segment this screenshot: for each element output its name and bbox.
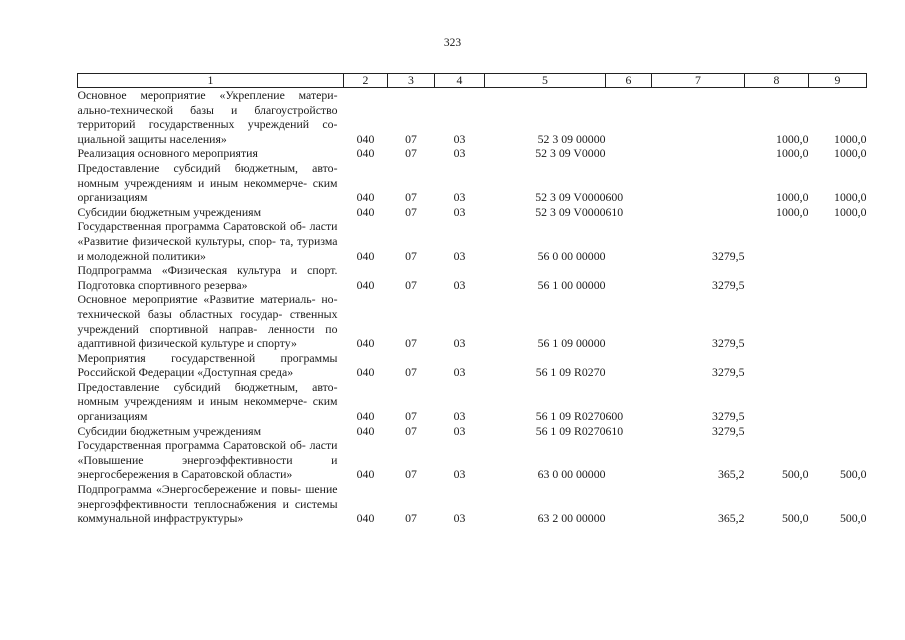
column-header-2: 2 [344, 74, 388, 88]
row-description [78, 482, 344, 526]
section-code: 040 [356, 336, 375, 351]
description-line: Основное мероприятие «Укрепление матери- [77, 88, 338, 102]
table-row [78, 161, 867, 205]
subsection-code: 07 [405, 204, 417, 219]
subsection-code: 07 [405, 511, 417, 526]
target-article-code: 56 1 09 R0270 [535, 409, 606, 424]
column-header-3: 3 [388, 74, 435, 88]
description-line: Предоставление субсидий бюджетным, авто- [77, 379, 338, 394]
amount-col8 [745, 380, 809, 424]
column-header-1: 1 [78, 74, 344, 88]
row-description [78, 438, 344, 482]
description-line: но-технической базы областных государ- [77, 292, 338, 321]
chapter-code: 03 [453, 204, 466, 219]
section-code: 040 [356, 423, 375, 438]
amount-col8 [745, 219, 809, 263]
amount-col7 [652, 88, 745, 147]
description-line: Российской Федерации «Доступная среда» [77, 365, 294, 380]
section-code: 040 [356, 204, 375, 219]
budget-table [77, 73, 867, 526]
chapter-code: 03 [453, 467, 466, 482]
target-article-code: 52 3 09 V0000 [535, 190, 606, 205]
amount-col9: 1000,0 [834, 204, 867, 219]
description-line: спорт. Подготовка спортивного резерва» [77, 263, 338, 292]
subsection-code: 07 [405, 423, 417, 438]
section-code: 040 [356, 277, 375, 292]
column-header-8: 8 [745, 74, 809, 88]
section-code: 040 [356, 131, 375, 146]
description-line: Подпрограмма «Физическая культура и [77, 263, 298, 278]
section-code: 040 [356, 146, 375, 161]
section-code: 040 [356, 409, 375, 424]
amount-col8: 1000,0 [776, 204, 809, 219]
expense-type-code [606, 219, 652, 263]
subsection-code: 07 [405, 365, 417, 380]
amount-col8: 1000,0 [776, 146, 809, 161]
section-code: 040 [356, 365, 375, 380]
section-code: 040 [356, 248, 375, 263]
table-row [78, 438, 867, 482]
chapter-code: 03 [453, 336, 466, 351]
row-description [78, 424, 344, 439]
amount-col8 [745, 292, 809, 350]
amount-col9 [809, 380, 867, 424]
description-line: шение энергоэффективности теплоснабжения [77, 482, 338, 511]
description-line: ским организациям [77, 175, 338, 205]
description-line: Реализация основного мероприятия [77, 146, 258, 161]
chapter-code: 03 [453, 146, 466, 161]
table-row [78, 292, 867, 350]
table-header-row [78, 74, 867, 88]
description-line: та, туризма и молодежной политики» [77, 233, 338, 263]
subsection-code: 07 [405, 336, 417, 351]
section-code: 040 [356, 511, 375, 526]
section-code: 040 [356, 190, 375, 205]
row-description [78, 205, 344, 220]
table-row [78, 482, 867, 526]
amount-col7: 3279,5 [712, 423, 745, 438]
expense-type-code: 600 [605, 190, 624, 205]
amount-col9 [809, 292, 867, 350]
description-line: Основное мероприятие «Развитие материаль- [77, 292, 316, 307]
row-description [78, 263, 344, 292]
section-code: 040 [356, 467, 375, 482]
column-header-6: 6 [606, 74, 652, 88]
amount-col7 [652, 205, 745, 220]
amount-col7: 3279,5 [712, 365, 745, 380]
table-row [78, 424, 867, 439]
amount-col7: 3279,5 [712, 277, 745, 292]
target-article-code: 63 2 00 00000 [537, 511, 606, 526]
description-line: Субсидии бюджетным учреждениям [77, 204, 262, 219]
column-header-9: 9 [809, 74, 867, 88]
amount-col7: 3279,5 [712, 248, 745, 263]
description-line: Мероприятия государственной программы [77, 350, 338, 365]
expense-type-code: 600 [605, 409, 624, 424]
amount-col8 [745, 351, 809, 380]
description-line: Государственная программа Саратовской об- [77, 219, 306, 234]
amount-col9: 500,0 [839, 467, 867, 482]
target-article-code: 56 1 09 00000 [537, 336, 606, 351]
description-line: ласти «Повышение энергоэффективности и [77, 438, 338, 467]
page-number: 323 [443, 37, 462, 49]
amount-col9 [809, 219, 867, 263]
expense-type-code [606, 146, 652, 161]
chapter-code: 03 [453, 131, 466, 146]
chapter-code: 03 [453, 511, 466, 526]
table-row [78, 219, 867, 263]
amount-col9: 1000,0 [834, 131, 867, 146]
description-line: энергосбережения в Саратовской области» [77, 467, 293, 482]
description-line: ским организациям [77, 394, 338, 424]
chapter-code: 03 [453, 409, 466, 424]
amount-col7 [652, 146, 745, 161]
description-line: Предоставление субсидий бюджетным, авто- [77, 160, 338, 175]
expense-type-code: 610 [605, 204, 624, 219]
amount-col8: 1000,0 [776, 190, 809, 205]
chapter-code: 03 [453, 248, 466, 263]
chapter-code: 03 [453, 365, 466, 380]
row-description [78, 351, 344, 380]
subsection-code: 07 [405, 409, 417, 424]
subsection-code: 07 [405, 131, 417, 146]
expense-type-code [606, 292, 652, 350]
row-description [78, 292, 344, 350]
description-line: номным учреждениям и иным некоммерче- [77, 175, 308, 190]
target-article-code: 56 1 00 00000 [537, 277, 606, 292]
subsection-code: 07 [405, 467, 417, 482]
target-article-code: 52 3 09 00000 [537, 131, 606, 146]
table-row [78, 263, 867, 292]
expense-type-code [606, 351, 652, 380]
description-line: территорий государственных учреждений со- [77, 117, 338, 132]
table-row [78, 380, 867, 424]
column-header-4: 4 [435, 74, 485, 88]
row-description [78, 146, 344, 161]
chapter-code: 03 [453, 277, 466, 292]
column-header-5: 5 [485, 74, 606, 88]
subsection-code: 07 [405, 277, 417, 292]
row-description [78, 219, 344, 263]
row-description [78, 88, 344, 147]
table-row [78, 205, 867, 220]
amount-col8: 500,0 [781, 511, 809, 526]
amount-col8: 500,0 [781, 467, 809, 482]
amount-col9: 1000,0 [834, 146, 867, 161]
description-line: и спорту» [247, 336, 297, 351]
description-line: номным учреждениям и иным некоммерче- [77, 394, 308, 409]
target-article-code: 56 1 09 R0270 [535, 365, 606, 380]
target-article-code: 52 3 09 V0000 [535, 146, 606, 161]
table-row [78, 351, 867, 380]
expense-type-code [606, 88, 652, 147]
target-article-code: 56 0 00 00000 [537, 248, 606, 263]
amount-col9: 500,0 [839, 511, 867, 526]
amount-col7: 3279,5 [712, 336, 745, 351]
expense-type-code [606, 482, 652, 526]
table-body [78, 88, 867, 526]
amount-col7: 365,2 [717, 511, 745, 526]
amount-col9 [809, 351, 867, 380]
amount-col7: 3279,5 [712, 409, 745, 424]
chapter-code: 03 [453, 190, 466, 205]
amount-col8 [745, 263, 809, 292]
description-line: ально-технической базы и благоустройство [77, 102, 338, 117]
amount-col9 [809, 424, 867, 439]
amount-col7: 365,2 [717, 467, 745, 482]
row-description [78, 161, 344, 205]
expense-type-code: 610 [605, 423, 624, 438]
table-row [78, 88, 867, 147]
row-description [78, 380, 344, 424]
subsection-code: 07 [405, 146, 417, 161]
description-line: ласти «Развитие физической культуры, спор- [77, 219, 338, 248]
chapter-code: 03 [453, 423, 466, 438]
description-line: ственных учреждений спортивной направ- [77, 306, 338, 336]
amount-col7 [652, 161, 745, 205]
expense-type-code [606, 263, 652, 292]
description-line: ленности по адаптивной физической культуре [77, 321, 338, 351]
target-article-code: 56 1 09 R0270 [535, 423, 606, 438]
target-article-code: 52 3 09 V0000 [535, 204, 606, 219]
description-line: и системы коммунальной инфраструктуры» [77, 496, 338, 526]
amount-col9 [809, 263, 867, 292]
target-article-code: 63 0 00 00000 [537, 467, 606, 482]
description-line: циальной защиты населения» [77, 131, 227, 146]
amount-col8: 1000,0 [776, 131, 809, 146]
expense-type-code [606, 438, 652, 482]
subsection-code: 07 [405, 190, 417, 205]
amount-col8 [745, 424, 809, 439]
amount-col9: 1000,0 [834, 190, 867, 205]
description-line: Субсидии бюджетным учреждениям [77, 423, 262, 438]
description-line: Подпрограмма «Энергосбережение и повы- [77, 482, 302, 497]
table-row [78, 146, 867, 161]
description-line: Государственная программа Саратовской об- [77, 438, 306, 453]
subsection-code: 07 [405, 248, 417, 263]
column-header-7: 7 [652, 74, 745, 88]
